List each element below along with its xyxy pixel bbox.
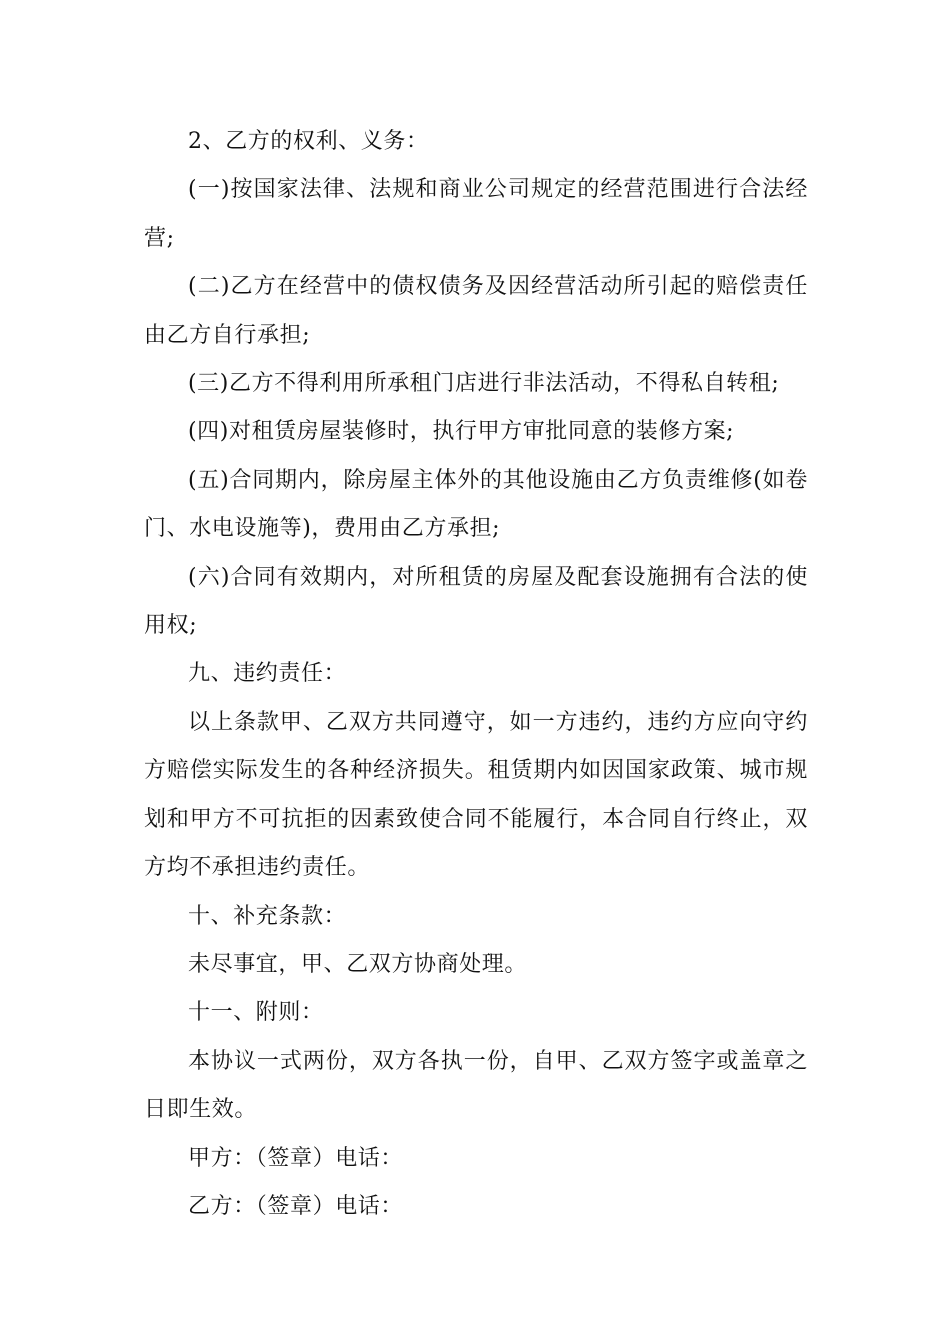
section-heading-appendix: 十一、附则： xyxy=(188,1000,324,1026)
appendix-paragraph: 本协议一式两份，双方各执一份，自甲、乙双方签字或盖章之日即生效。 xyxy=(144,1048,808,1123)
clause-6: (六)合同有效期内，对所租赁的房屋及配套设施拥有合法的使用权; xyxy=(144,564,808,639)
breach-paragraph: 以上条款甲、乙双方共同遵守，如一方违约，违约方应向守约方赔偿实际发生的各种经济损失。租赁期内如因国家政策、城市规划和甲方不可抗拒的因素致使合同不能履行，本合同自行终止，双方均不承担违约责任。 xyxy=(144,709,808,881)
document-page xyxy=(144,118,808,1231)
clause-4: (四)对租赁房屋装修时，执行甲方审批同意的装修方案; xyxy=(188,419,735,445)
section-heading-supplementary: 十、补充条款： xyxy=(188,903,347,929)
party-b-signature-line: 乙方：（签章）电话： xyxy=(188,1193,404,1219)
clause-1: (一)按国家法律、法规和商业公司规定的经营范围进行合法经营; xyxy=(144,177,808,251)
clause-2: (二)乙方在经营中的债权债务及因经营活动所引起的赔偿责任由乙方自行承担; xyxy=(144,274,808,348)
clause-5: (五)合同期内，除房屋主体外的其他设施由乙方负责维修(如卷门、水电设施等)，费用由乙方承担; xyxy=(144,467,808,542)
supplementary-paragraph: 未尽事宜，甲、乙双方协商处理。 xyxy=(188,951,528,977)
section-heading-breach: 九、违约责任： xyxy=(188,661,347,687)
clause-3: (三)乙方不得利用所承租门店进行非法活动，不得私自转租; xyxy=(188,371,780,397)
party-a-signature-line: 甲方：（签章）电话： xyxy=(188,1145,404,1171)
section-heading-rights-obligations: 2、乙方的权利、义务： xyxy=(188,129,429,154)
